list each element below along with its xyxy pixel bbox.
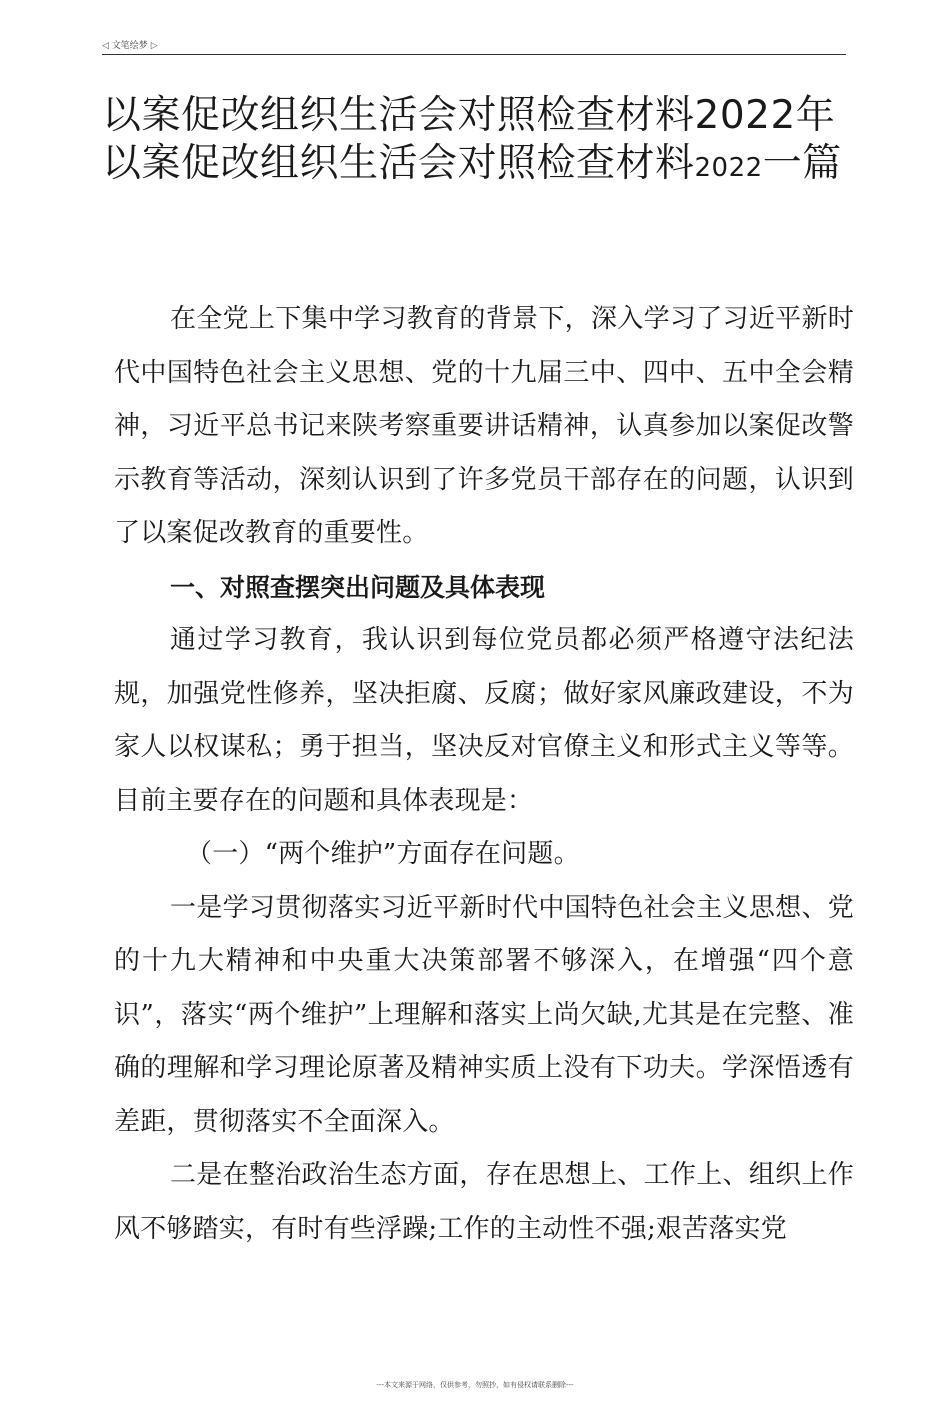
right-triangle-icon: ▷ [150, 41, 158, 51]
paragraph-issue-two: 二是在整治政治生态方面，存在思想上、工作上、组织上作风不够踏实，有时有些浮躁;工作的主动性不强;艰苦落实党 [114, 1160, 854, 1244]
document-title [102, 92, 862, 192]
title-line-1-text: 以案促改组织生活会对照检查材料 [102, 93, 695, 138]
page-header [102, 40, 846, 55]
title-line-2-text: 以案促改组织生活会对照检查材料 [102, 141, 695, 186]
title-line-2 [102, 140, 862, 192]
title-line-2-year: 2022 [694, 153, 763, 183]
subsection-heading-1: （一）“两个维护”方面存在问题。 [186, 839, 580, 869]
title-line-2-tail: 一篇 [762, 141, 842, 186]
paragraph-intro: 在全党上下集中学习教育的背景下，深入学习了习近平新时代中国特色社会主义思想、党的十九届三中、四中、五中全会精神，习近平总书记来陕考察重要讲话精神，认真参加以案促改警示教育等活动，深刻认识到了许多党员干部存在的问题，认识到了以案促改教育的重要性。 [114, 304, 854, 548]
paragraph-issue-one: 一是学习贯彻落实习近平新时代中国特色社会主义思想、党的十九大精神和中央重大决策部署不够深入，在增强“四个意识”，落实“两个维护”上理解和落实上尚欠缺,尤其是在完整、准确的理解和学习理论原著及精神实质上没有下功夫。学深悟透有差距，贯彻落实不全面深入。 [114, 892, 854, 1137]
paragraph-learning: 通过学习教育，我认识到每位党员都必须严格遵守法纪法规，加强党性修养，坚决拒腐、反腐；做好家风廉政建设，不为家人以权谋私；勇于担当，坚决反对官僚主义和形式主义等等。目前主要存在的问题和具体表现是： [114, 625, 854, 816]
title-line-1 [102, 92, 862, 140]
title-line-1-year: 2022 [694, 93, 796, 138]
header-label [102, 40, 158, 52]
left-triangle-icon: ◁ [102, 41, 109, 51]
section-heading-1: 一、对照查摆突出问题及具体表现 [170, 572, 546, 602]
page-footer-note: ---本文来源于网络，仅供参考，勿照抄，如有侵权请联系删除--- [376, 1381, 574, 1389]
title-line-1-tail: 年 [795, 93, 836, 138]
document-body [114, 293, 854, 1256]
header-brand-text: 文笔绘梦 [111, 41, 148, 51]
